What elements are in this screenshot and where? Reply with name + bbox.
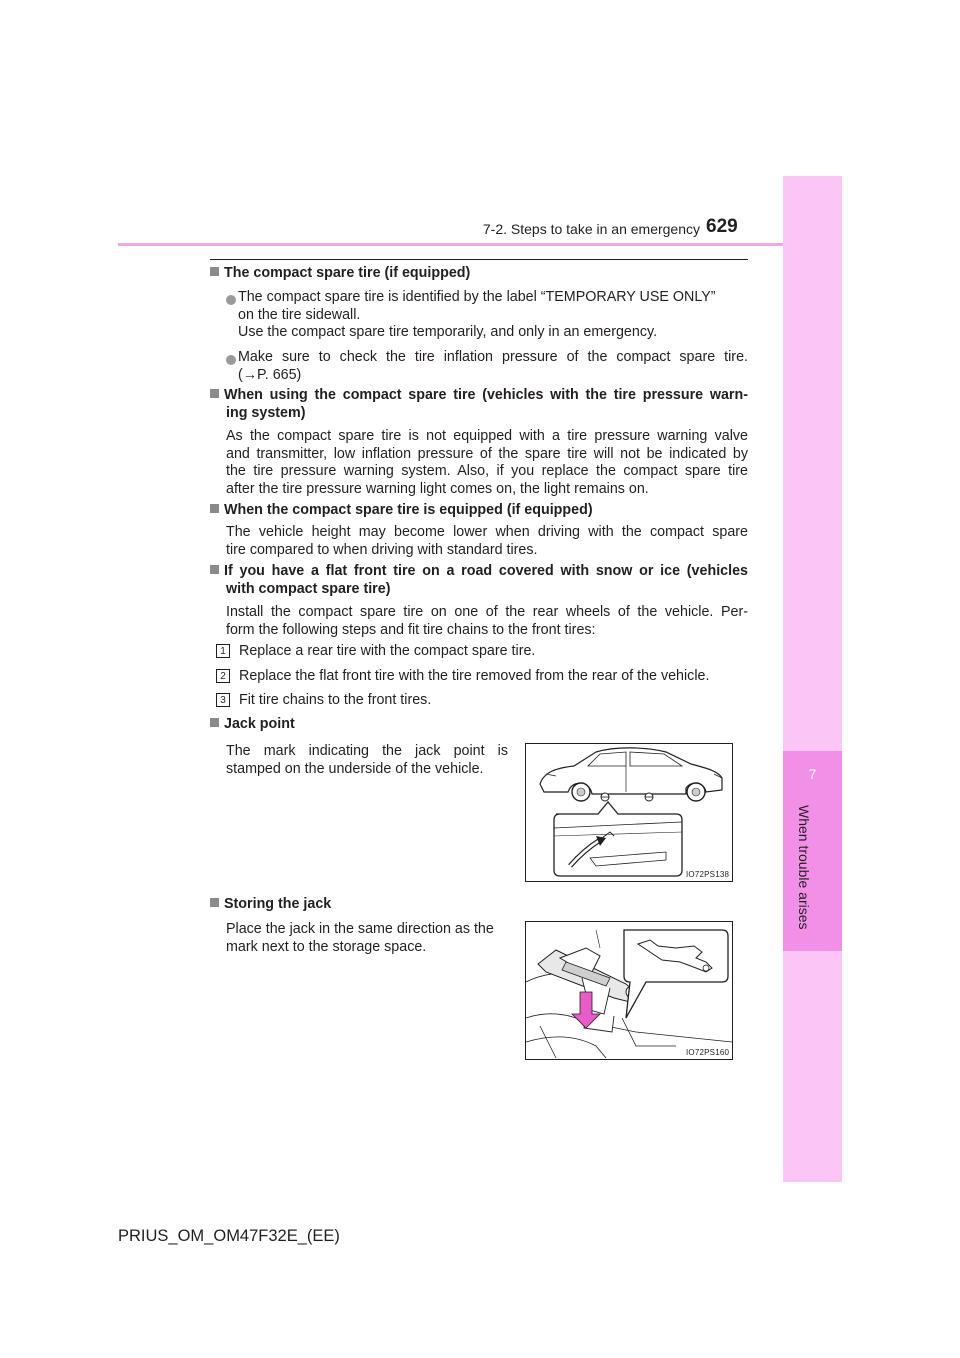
- square-bullet-icon: [210, 389, 219, 398]
- square-bullet-icon: [210, 718, 219, 727]
- document-code: PRIUS_OM_OM47F32E_(EE): [118, 1227, 340, 1245]
- jack-storage-figure: [525, 921, 733, 1060]
- heading-compact-spare-tire: The compact spare tire (if equipped): [210, 265, 470, 283]
- paragraph-storing-jack: Place the jack in the same direction as the mark next to the storage space.: [226, 921, 494, 955]
- section-title: 7-2. Steps to take in an emergency: [482, 221, 700, 237]
- paragraph-snow-ice: Install the compact spare tire on one of the rear wheels of the vehicle. Per- form the following steps and fit tire chains to the front tires:: [226, 604, 748, 638]
- header-rule: [118, 243, 840, 246]
- square-bullet-icon: [210, 267, 219, 276]
- square-bullet-icon: [210, 504, 219, 513]
- chapter-number: 7: [808, 766, 817, 782]
- figure-code: IO72PS160: [686, 1048, 730, 1057]
- step-number-box: 1: [216, 644, 230, 658]
- paragraph-jack-point: The mark indicating the jack point is stamped on the underside of the vehicle.: [226, 743, 508, 777]
- bullet-paragraph: Make sure to check the tire inflation pressure of the compact spare tire. (→P. 665): [238, 349, 748, 383]
- heading-jack-point: Jack point: [210, 716, 295, 734]
- heading-tpws: When using the compact spare tire (vehicles with the tire pressure warn- ing system): [210, 387, 748, 422]
- step-number-box: 3: [216, 693, 230, 707]
- step-text: Replace a rear tire with the compact spare tire.: [239, 643, 536, 659]
- round-bullet-icon: [226, 355, 236, 365]
- heading-storing-jack: Storing the jack: [210, 896, 331, 914]
- page-number: 629: [706, 216, 738, 237]
- round-bullet-icon: [226, 295, 236, 305]
- chapter-side-tab: [783, 176, 842, 1182]
- heading-spare-equipped: When the compact spare tire is equipped (if equipped): [210, 502, 593, 520]
- jack-point-figure: [525, 743, 733, 882]
- chapter-label: When trouble arises: [796, 805, 812, 930]
- step-number-box: 2: [216, 669, 230, 683]
- section-divider: [210, 259, 748, 260]
- car-jack-point-illustration: [526, 744, 732, 881]
- step-text: Fit tire chains to the front tires.: [239, 692, 432, 708]
- jack-storage-illustration: [526, 922, 732, 1059]
- bullet-paragraph: The compact spare tire is identified by the label “TEMPORARY USE ONLY” on the tire sidewall. Use the compact spare tire temporarily, and only in an emergency.: [238, 289, 716, 340]
- square-bullet-icon: [210, 898, 219, 907]
- figure-code: IO72PS138: [686, 870, 730, 879]
- step-text: Replace the flat front tire with the tire removed from the rear of the vehicle.: [239, 668, 710, 684]
- paragraph-tpws: As the compact spare tire is not equipped with a tire pressure warning valve and transmitter, low inflation pressure of the spare tire will not be indicated by the tire pressure warning system. Also, if you replace the compact spare tire after the tire pressure warning light comes on, the light remains on.: [226, 428, 748, 497]
- paragraph-vehicle-height: The vehicle height may become lower when driving with the compact spare tire compared to when driving with standard tires.: [226, 524, 748, 558]
- square-bullet-icon: [210, 565, 219, 574]
- heading-snow-ice: If you have a flat front tire on a road covered with snow or ice (vehicles with compact spare tire): [210, 563, 748, 598]
